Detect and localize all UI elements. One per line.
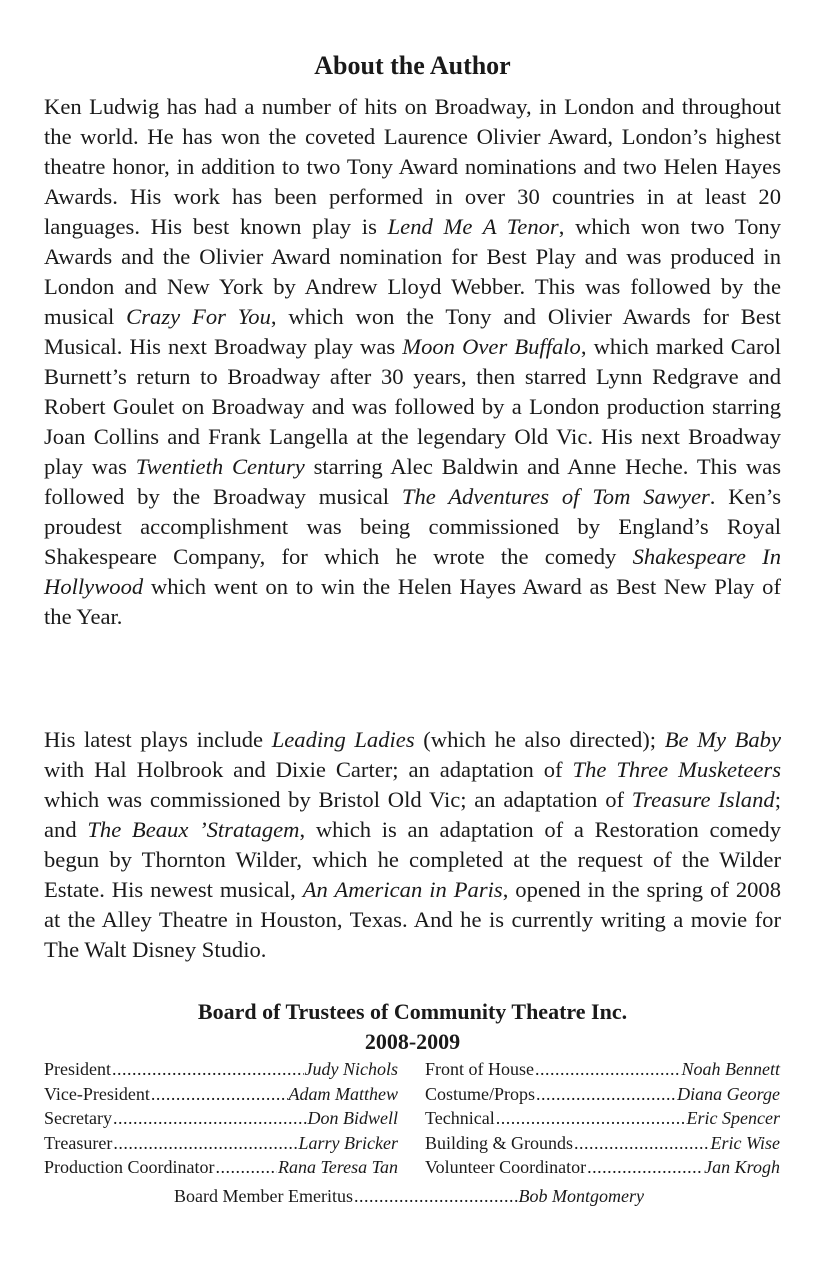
bio-text: , which is an adaptation of a Restoration comedy begun by Thornton Wilder, which he completed at the request of the Wilder Estate. His newest musical, <box>44 817 781 902</box>
author-bio-paragraph-2 <box>44 725 781 965</box>
leader-dots <box>215 1155 276 1180</box>
board-role: Secretary <box>44 1108 112 1128</box>
leader-dots <box>536 1082 676 1107</box>
board-member-name: Rana Teresa Tan <box>277 1157 398 1177</box>
board-member-row <box>425 1106 780 1131</box>
italic-title: The Adventures of Tom Sawyer <box>401 484 710 509</box>
bio-text: (which he also directed); <box>414 727 665 752</box>
bio-text: with Hal Holbrook and Dixie Carter; an adaptation of <box>44 757 573 782</box>
italic-title: An American in Paris <box>302 877 503 902</box>
board-role: Technical <box>425 1108 495 1128</box>
bio-text: , which won the Tony and Olivier Awards for Best Musical. His next Broadway play was <box>44 304 781 359</box>
board-roster-left <box>44 1057 398 1180</box>
board-member-row <box>44 1131 398 1156</box>
italic-title: Moon Over Buffalo <box>402 334 581 359</box>
board-member-name: Adam Matthew <box>288 1083 398 1104</box>
board-role: Treasurer <box>44 1132 113 1153</box>
board-member-emeritus <box>174 1184 644 1208</box>
leader-dots <box>535 1057 681 1082</box>
leader-dots <box>113 1131 297 1156</box>
board-season: 2008-2009 <box>364 1029 461 1054</box>
bio-text: , which marked Carol Burnett’s return to Broadway after 30 years, then starred Lynn Redgrave and Robert Goulet on Broadway and was followed by a London production starring Joan Collins and Frank Langella at the legendary Old Vic. His next Broadway play was <box>44 334 781 479</box>
bio-text: . Ken’s proudest accomplishment was being commissioned by England’s Royal Shakespeare Company, for which he wrote the comedy <box>44 484 781 569</box>
italic-title: The Three Musketeers <box>572 757 781 782</box>
leader-dots <box>151 1082 288 1107</box>
board-member-name: Bob Montgomery <box>518 1186 644 1206</box>
board-member-row <box>425 1155 780 1180</box>
board-member-row <box>425 1057 780 1082</box>
leader-dots <box>587 1155 703 1180</box>
about-author-heading: About the Author <box>314 51 511 80</box>
board-member-row <box>44 1155 398 1180</box>
board-role: Costume/Props <box>425 1083 536 1104</box>
bio-text: starring Alec Baldwin and Anne Heche. This was followed by the Broadway musical <box>44 454 781 509</box>
board-role: Vice-President <box>44 1083 150 1104</box>
board-member-row <box>425 1131 780 1156</box>
board-roster-right <box>425 1057 780 1180</box>
italic-title: The Beaux ’Stratagem <box>87 817 300 842</box>
bio-text: His latest plays include <box>44 727 272 752</box>
italic-title: Crazy For You <box>126 304 271 329</box>
leader-dots <box>574 1131 709 1156</box>
board-role: Production Coordinator <box>44 1157 215 1177</box>
board-member-row <box>44 1082 398 1107</box>
italic-title: Shakespeare In Hollywood <box>44 544 781 599</box>
board-role: Building & Grounds <box>425 1132 574 1153</box>
board-member-name: Judy Nichols <box>304 1059 398 1079</box>
board-role: Front of House <box>425 1059 534 1079</box>
bio-text: which went on to win the Helen Hayes Award as Best New Play of the Year. <box>44 574 781 629</box>
bio-text: , which won two Tony Awards and the Olivier Award nomination for Best Play and was produced in London and New York by Andrew Lloyd Webber. This was followed by the musical <box>44 214 781 329</box>
board-member-name: Eric Wise <box>710 1132 780 1153</box>
board-member-name: Diana George <box>677 1083 780 1104</box>
board-heading: Board of Trustees of Community Theatre Inc. <box>197 999 628 1024</box>
italic-title: Lend Me A Tenor <box>387 214 559 239</box>
bio-text: Ken Ludwig has had a number of hits on Broadway, in London and throughout the world. He has won the coveted Laurence Olivier Award, London’s highest theatre honor, in addition to two Tony Award nominations and two Helen Hayes Awards. His work has been performed in over 30 countries in at least 20 languages. His best known play is <box>44 94 781 239</box>
italic-title: Twentieth Century <box>135 454 305 479</box>
italic-title: Treasure Island <box>631 787 775 812</box>
board-member-row <box>425 1082 780 1107</box>
italic-title: Be My Baby <box>664 727 782 752</box>
author-bio-paragraph-1 <box>44 92 781 632</box>
leader-dots <box>113 1106 307 1131</box>
board-role: President <box>44 1059 111 1079</box>
board-member-name: Eric Spencer <box>686 1108 780 1128</box>
italic-title: Leading Ladies <box>271 727 415 752</box>
board-role: Volunteer Coordinator <box>425 1157 587 1177</box>
board-member-name: Jan Krogh <box>704 1157 780 1177</box>
leader-dots <box>112 1057 304 1082</box>
board-member-row <box>44 1057 398 1082</box>
bio-text: which was commissioned by Bristol Old Vic; an adaptation of <box>44 787 632 812</box>
leader-dots <box>354 1184 518 1208</box>
board-member-name: Larry Bricker <box>298 1132 398 1153</box>
bio-text: ; and <box>44 787 781 842</box>
leader-dots <box>496 1106 686 1131</box>
board-role: Board Member Emeritus <box>174 1186 353 1206</box>
board-member-row <box>44 1106 398 1131</box>
bio-text: , opened in the spring of 2008 at the Alley Theatre in Houston, Texas. And he is currently writing a movie for The Walt Disney Studio. <box>44 877 782 962</box>
board-member-name: Noah Bennett <box>681 1059 780 1079</box>
board-member-name: Don Bidwell <box>307 1108 398 1128</box>
